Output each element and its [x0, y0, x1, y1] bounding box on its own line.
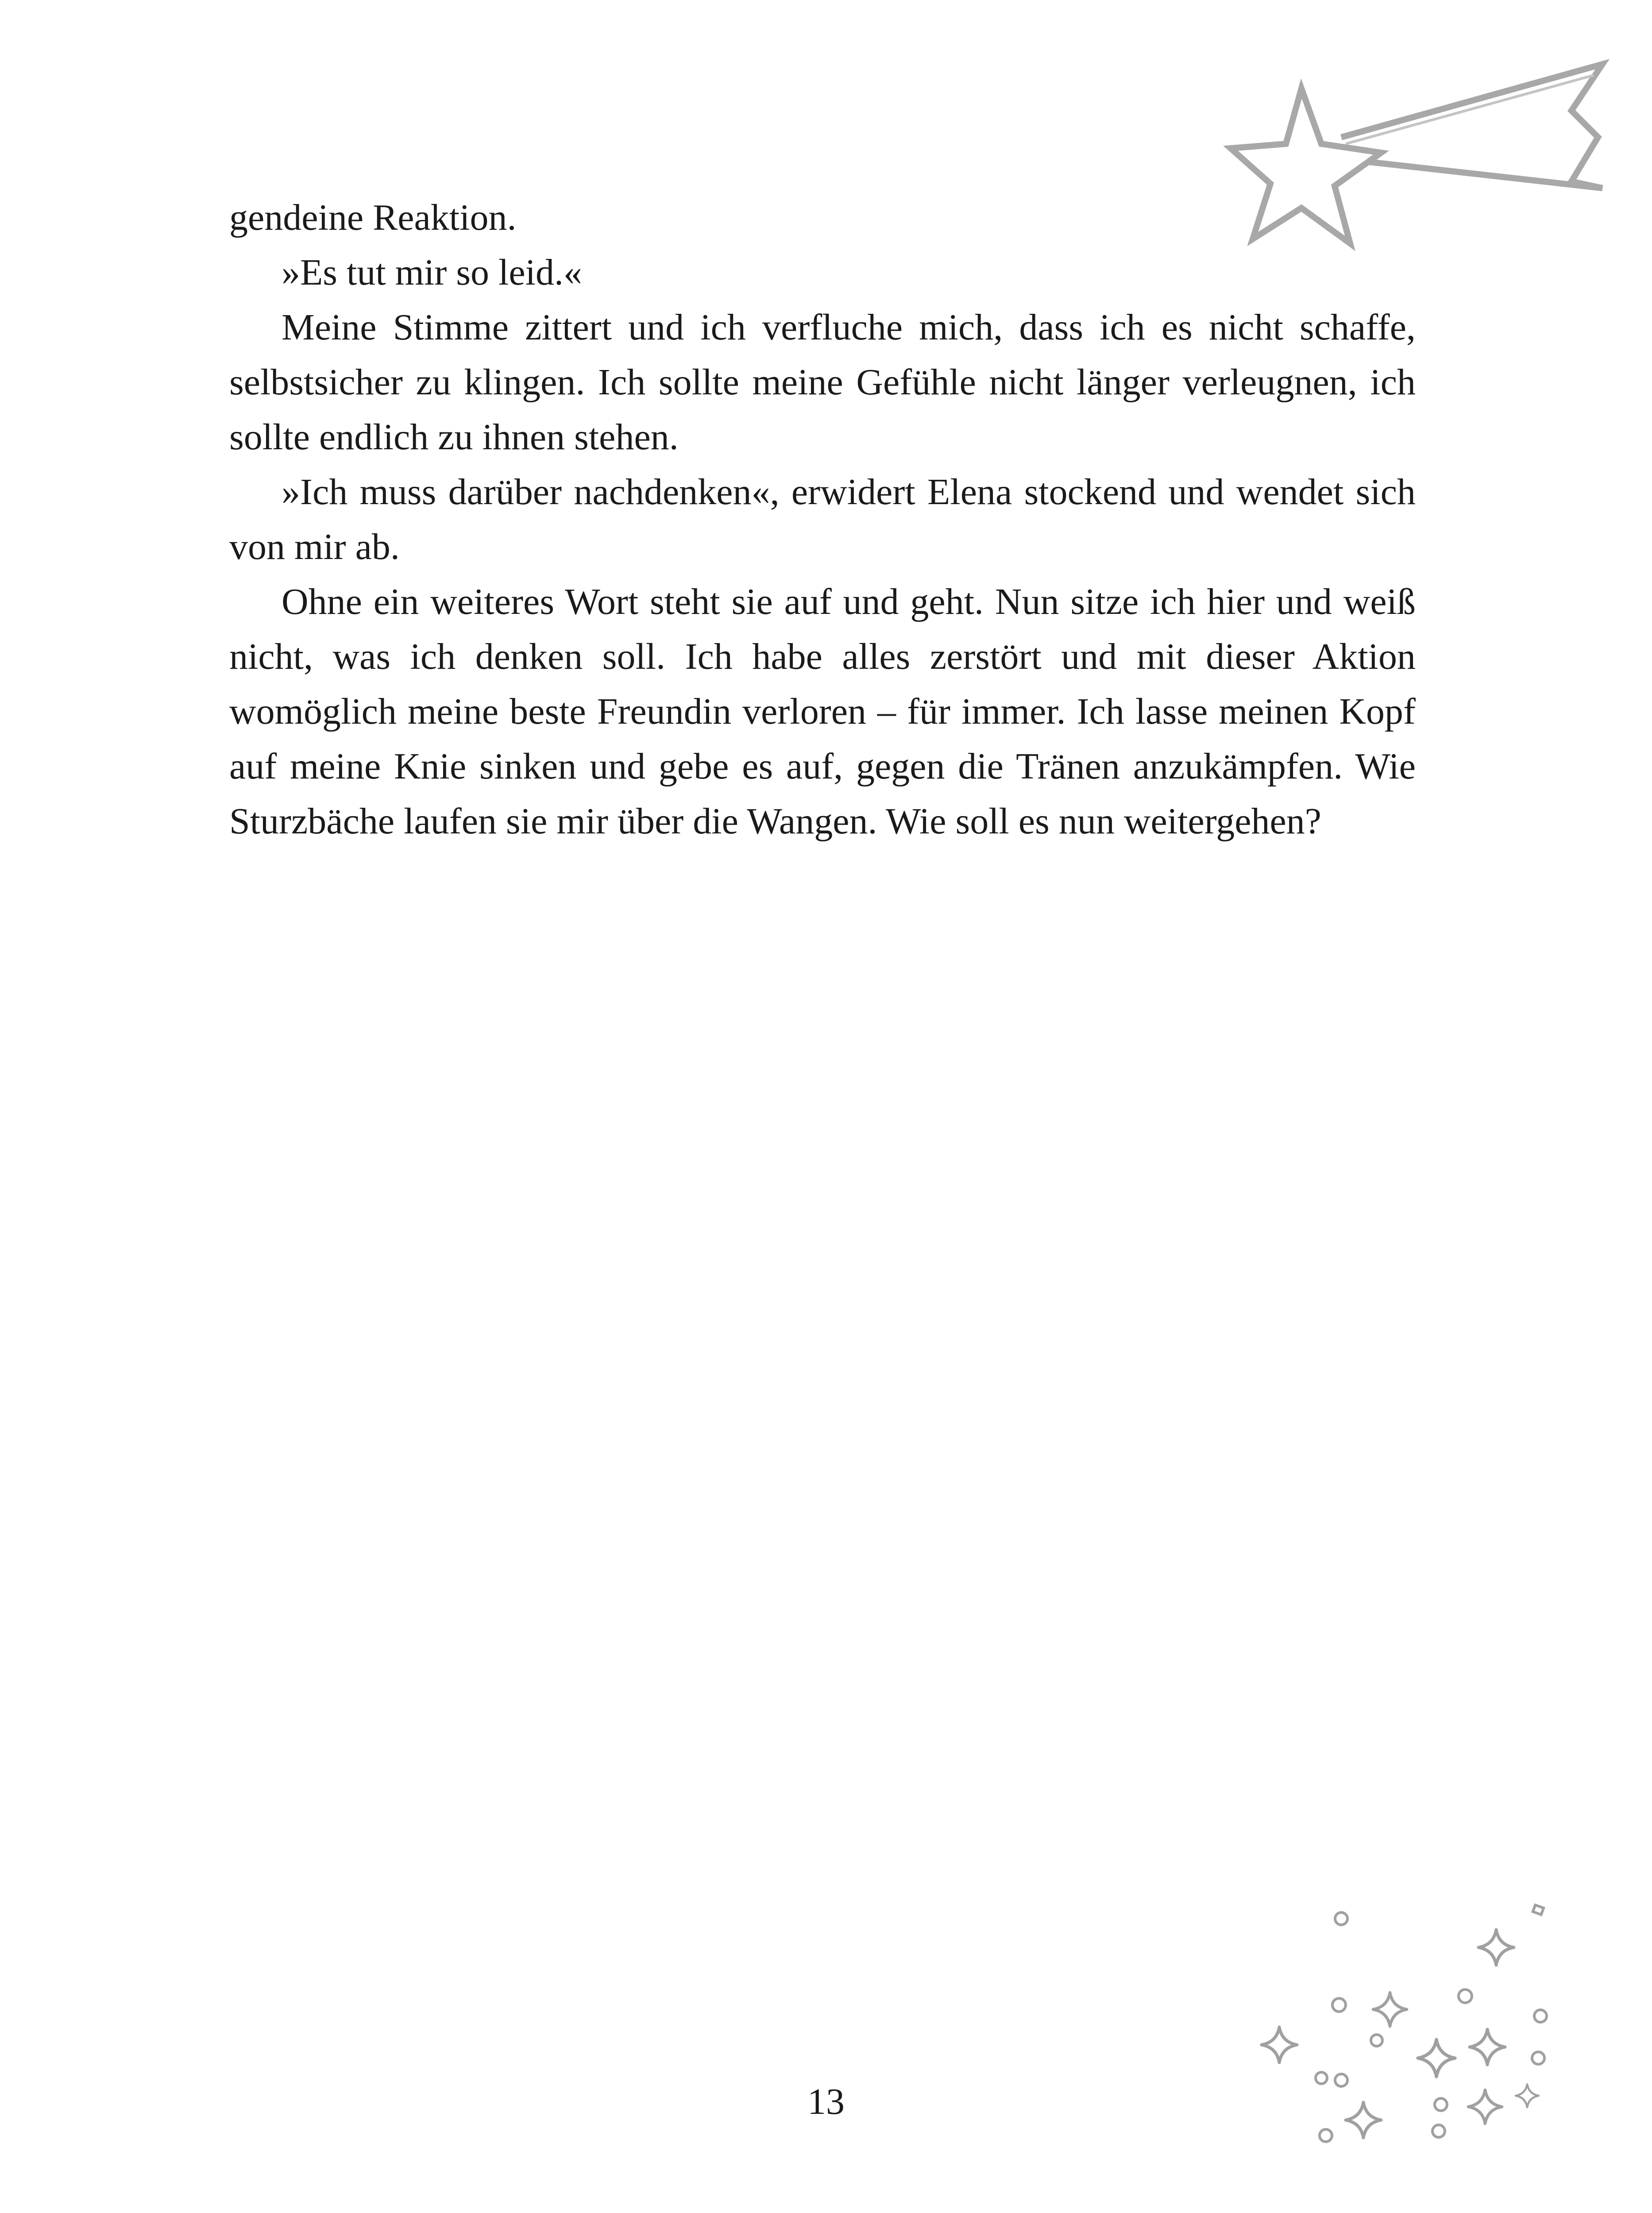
paragraph: Meine Stimme zittert und ich verfluche mich, dass ich es nicht schaffe, selbstsicher zu klingen. Ich sollte meine Gefühle nicht länger verleugnen, ich sollte endlich zu ihnen stehen. — [229, 307, 1416, 458]
sparkles-icon — [1257, 1899, 1567, 2209]
paragraph: »Es tut mir so leid.« — [282, 252, 582, 293]
paragraph: gendeine Reaktion. — [229, 197, 517, 238]
paragraph: Ohne ein weiteres Wort steht sie auf und geht. Nun sitze ich hier und weiß nicht, was ich denken soll. Ich habe alles zerstört und mit dieser Aktion womöglich meine beste Freundin verloren – für immer. Ich lasse meinen Kopf auf meine Knie sinken und gebe es auf, gegen die Tränen anzukämpfen. Wie Sturzbäche laufen sie mir über die Wangen. Wie soll es nun weitergehen? — [229, 581, 1416, 842]
page-number: 13 — [807, 2081, 845, 2122]
paragraph: »Ich muss darüber nachdenken«, erwidert Elena stockend und wendet sich von mir ab. — [229, 471, 1416, 567]
body-text — [229, 190, 1416, 849]
